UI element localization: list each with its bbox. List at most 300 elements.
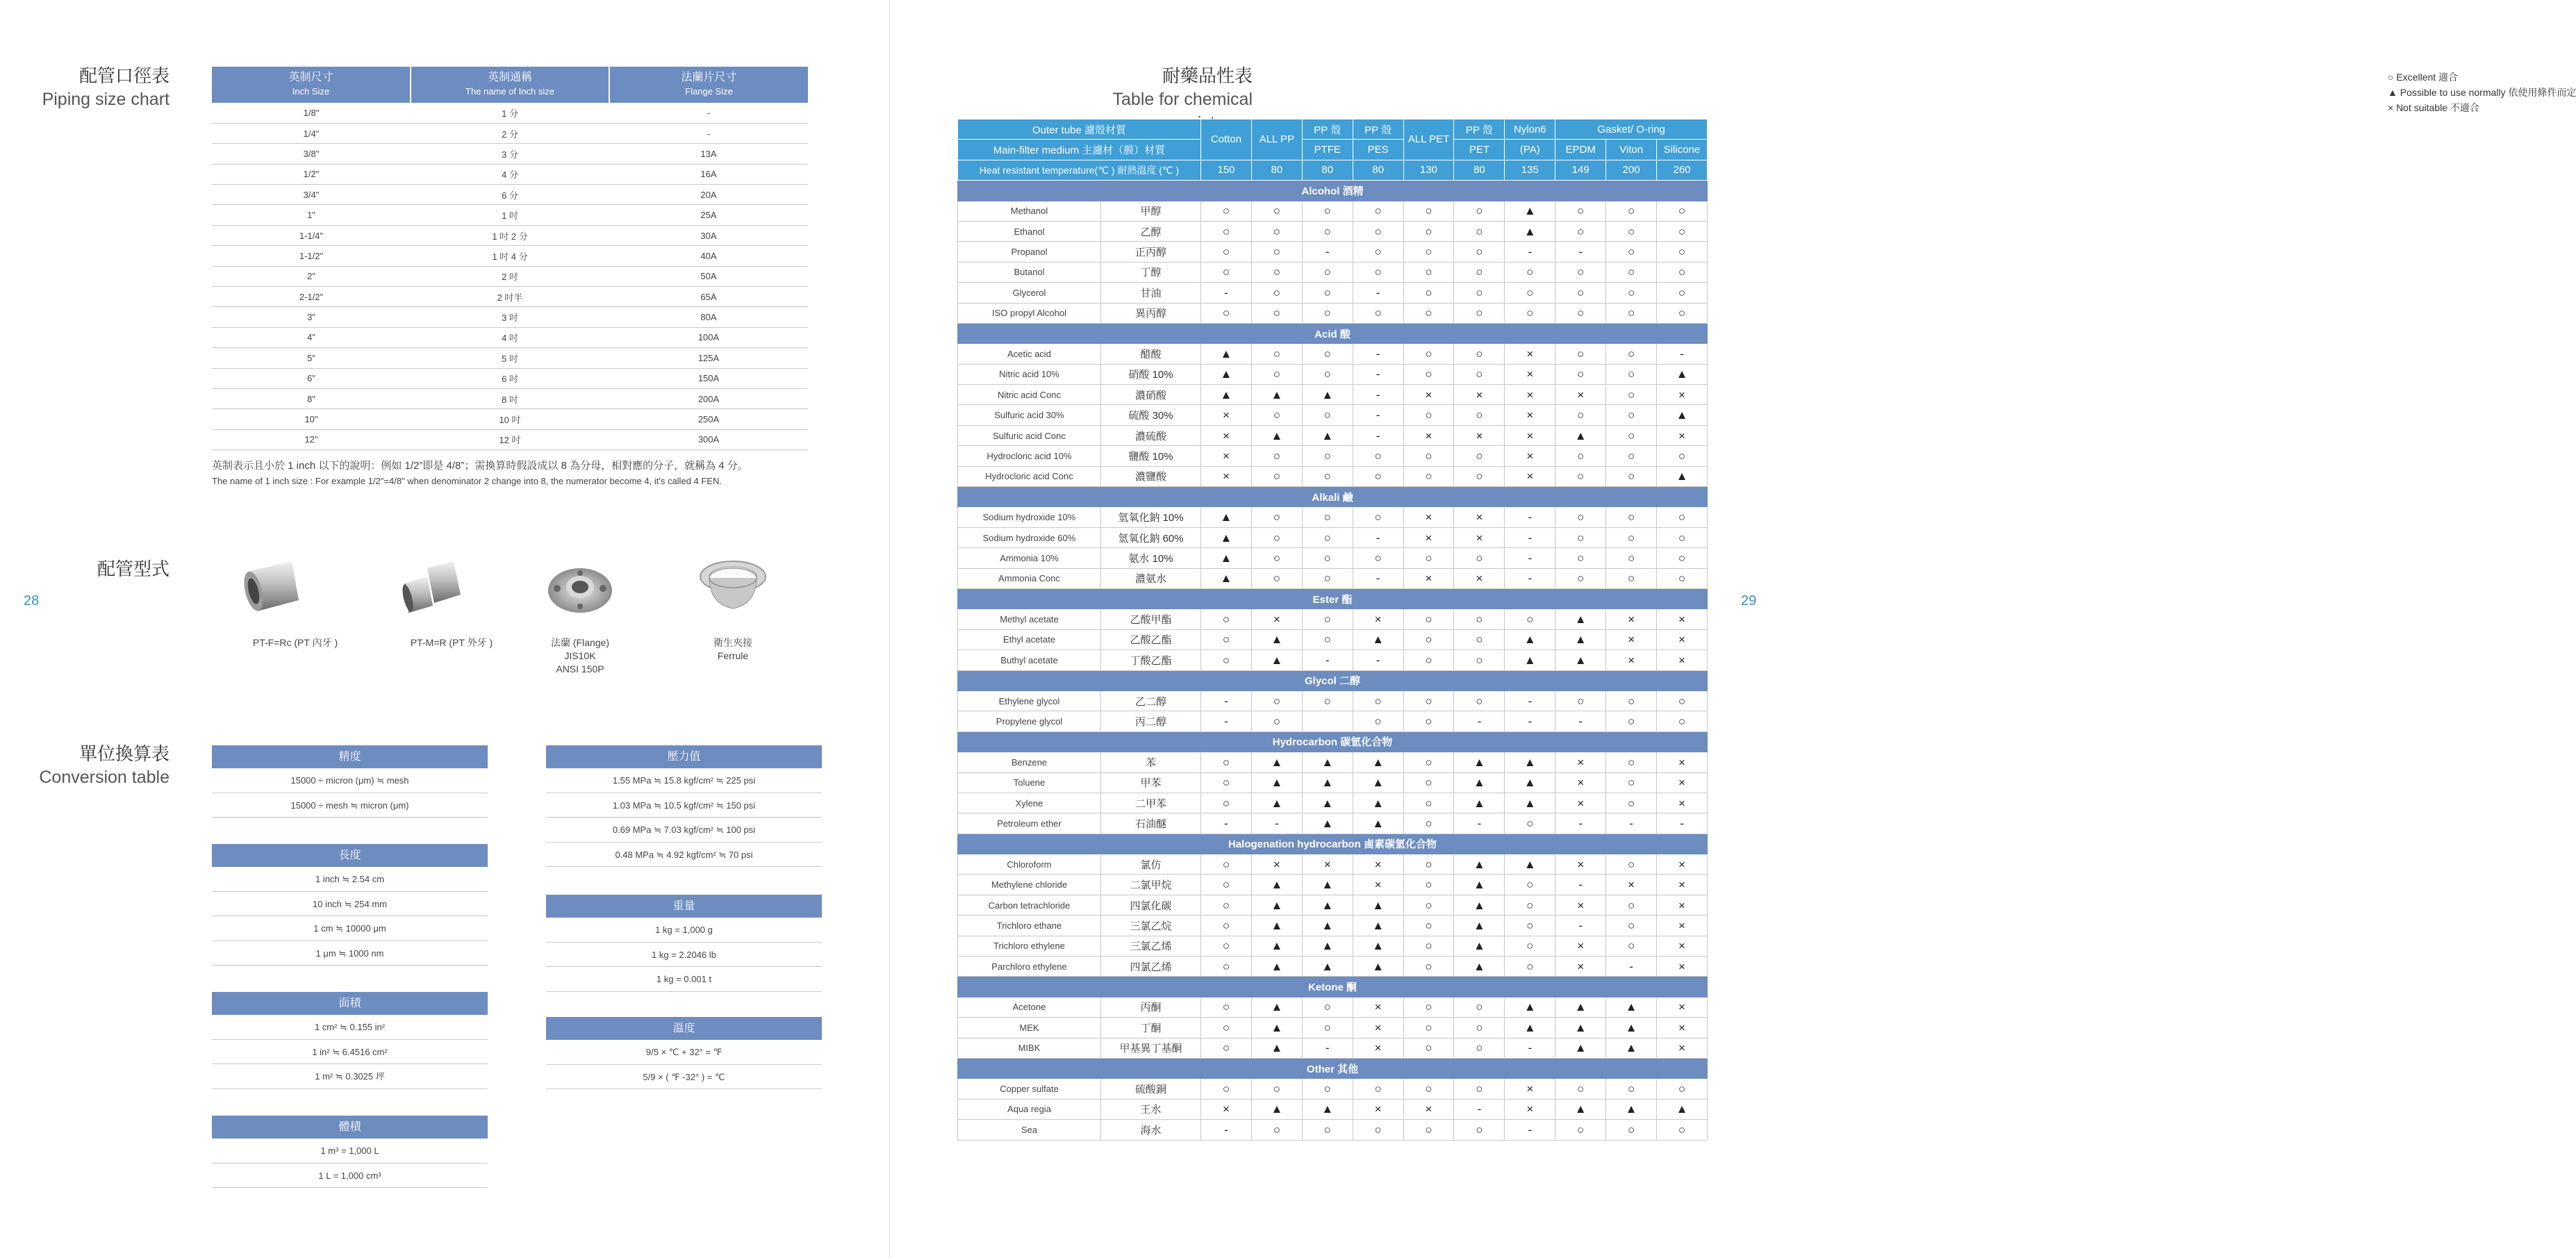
piping-cell: 150A	[609, 368, 808, 388]
rating-cell	[1505, 711, 1555, 731]
piping-cell: 5 吋	[411, 348, 609, 368]
rating-cell	[1251, 364, 1302, 384]
no-data-mark: -	[1224, 285, 1228, 299]
rating-cell	[1201, 854, 1252, 875]
excellent-icon: ○	[1678, 306, 1686, 320]
no-data-mark: -	[1528, 551, 1533, 565]
rating-cell	[1606, 895, 1657, 915]
piping-cell: 12 吋	[411, 429, 609, 449]
possible-icon: ▲	[1271, 959, 1283, 973]
table-row	[958, 242, 1708, 262]
rating-cell	[1606, 405, 1657, 425]
chemical-name-cn: 四氯乙烯	[1101, 957, 1201, 977]
table-row	[212, 123, 808, 143]
conversion-box	[212, 844, 488, 966]
excellent-icon: ○	[1273, 285, 1280, 299]
category-row	[958, 181, 1708, 201]
rating-cell	[1555, 446, 1606, 466]
rating-cell	[1505, 344, 1555, 364]
conversion-row: 1 m³ = 1,000 L	[212, 1139, 488, 1164]
not-suitable-icon: ×	[1678, 796, 1685, 810]
rating-cell	[1505, 609, 1555, 629]
piping-cell: 4 分	[411, 164, 609, 184]
excellent-icon: ○	[1678, 285, 1686, 299]
possible-icon: ▲	[1625, 1000, 1637, 1014]
chemical-name-en: Ethyl acetate	[958, 629, 1101, 649]
rating-cell	[1657, 283, 1708, 303]
possible-icon: ▲	[1321, 776, 1334, 790]
chemical-name-cn: 丁醇	[1101, 262, 1201, 282]
rating-cell	[1302, 507, 1353, 527]
excellent-icon: ○	[1323, 1123, 1331, 1136]
not-suitable-icon: ×	[1425, 429, 1433, 442]
conversion-box-header: 面積	[212, 992, 488, 1015]
rating-cell	[1302, 1018, 1353, 1038]
rating-cell	[1353, 201, 1403, 221]
chemical-name-en: MIBK	[958, 1038, 1101, 1058]
rating-cell	[1302, 854, 1353, 875]
rating-cell	[1353, 609, 1403, 629]
not-suitable-icon: ×	[1678, 388, 1685, 402]
rating-cell	[1454, 1099, 1505, 1119]
chemical-name-en: Propanol	[958, 242, 1101, 262]
rating-cell	[1353, 405, 1403, 425]
excellent-icon: ○	[1425, 551, 1433, 565]
no-data-mark: -	[1578, 918, 1583, 932]
conversion-box-header: 長度	[212, 844, 488, 867]
no-data-mark: -	[1528, 694, 1533, 708]
excellent-icon: ○	[1526, 918, 1534, 932]
not-suitable-icon: ×	[1678, 755, 1685, 769]
possible-icon: ▲	[1321, 796, 1334, 810]
rating-cell	[1505, 895, 1555, 915]
piping-cell: 2 吋半	[411, 287, 609, 307]
male-thread-fitting-image	[393, 556, 469, 618]
excellent-icon: ○	[1678, 572, 1686, 586]
chemical-name-cn: 乙酸乙酯	[1101, 629, 1201, 649]
possible-icon: ▲	[1574, 633, 1587, 647]
piping-note-en: The name of 1 inch size : For example 1/2"=4/8" when denominator 2 change into 8, the numerator become 4, it's called 4 FEN.	[212, 476, 722, 486]
piping-cell: 10"	[212, 409, 411, 429]
conversion-row: 0.48 MPa ≒ 4.92 kgf/cm² ≒ 70 psi	[546, 843, 822, 868]
rating-cell	[1201, 527, 1252, 547]
excellent-icon: ○	[1526, 306, 1534, 320]
rating-cell	[1555, 916, 1606, 936]
not-suitable-icon: ×	[1476, 531, 1483, 545]
outer-tube-label: Outer tube 濾殼材質	[958, 119, 1201, 140]
excellent-icon: ○	[1425, 408, 1433, 422]
not-suitable-icon: ×	[1526, 449, 1534, 463]
not-suitable-icon: ×	[1577, 959, 1585, 973]
rating-cell	[1302, 752, 1353, 772]
pp-shell-header: PP 殼	[1302, 119, 1353, 140]
piping-cell: 65A	[609, 287, 808, 307]
chemical-name-en: Toluene	[958, 772, 1101, 793]
piping-cell: 6"	[212, 368, 411, 388]
piping-cell: -	[609, 123, 808, 143]
not-suitable-icon: ×	[1374, 1102, 1382, 1116]
chemical-name-cn: 濃硝酸	[1101, 385, 1201, 405]
piping-cell: 4"	[212, 327, 411, 347]
excellent-icon: ○	[1222, 796, 1230, 810]
piping-cell: 1"	[212, 205, 411, 225]
rating-cell	[1606, 854, 1657, 875]
conversion-row: 15000 ÷ mesh ≒ micron (μm)	[212, 793, 488, 818]
rating-cell	[1606, 303, 1657, 323]
rating-cell	[1251, 711, 1302, 731]
excellent-icon: ○	[1476, 1123, 1483, 1136]
rating-cell	[1251, 793, 1302, 813]
rating-cell	[1454, 875, 1505, 895]
possible-icon: ▲	[1524, 204, 1536, 218]
excellent-icon: ○	[1273, 715, 1280, 729]
possible-icon: ▲	[1524, 857, 1536, 871]
rating-cell	[1251, 568, 1302, 588]
table-row	[212, 144, 808, 164]
piping-header-cn: 英制通稱	[487, 72, 532, 83]
table-row	[212, 103, 808, 123]
excellent-icon: ○	[1526, 959, 1534, 973]
rating-cell	[1606, 1099, 1657, 1119]
excellent-icon: ○	[1425, 755, 1433, 769]
rating-cell	[1201, 916, 1252, 936]
piping-header-cell	[212, 67, 411, 103]
possible-icon: ▲	[1473, 796, 1485, 810]
chemical-name-cn: 硫酸 30%	[1101, 405, 1201, 425]
piping-cell: 25A	[609, 205, 808, 225]
rating-cell	[1606, 283, 1657, 303]
fitting-label	[511, 636, 650, 676]
piping-cell: 13A	[609, 144, 808, 164]
excellent-icon: ○	[1627, 776, 1635, 790]
rating-cell	[1251, 854, 1302, 875]
excellent-icon: ○	[1222, 245, 1230, 259]
rating-cell	[1201, 1018, 1252, 1038]
rating-cell	[1657, 527, 1708, 547]
table-row	[958, 221, 1708, 241]
rating-cell	[1201, 793, 1252, 813]
rating-cell	[1403, 466, 1454, 486]
possible-icon: ▲	[1473, 755, 1485, 769]
rating-cell	[1505, 752, 1555, 772]
rating-cell	[1505, 425, 1555, 445]
no-data-mark: -	[1477, 1102, 1482, 1116]
rating-cell	[1606, 385, 1657, 405]
conversion-box	[212, 745, 488, 818]
rating-cell	[1606, 425, 1657, 445]
filter-medium-header: (PA)	[1505, 140, 1555, 160]
excellent-icon: ○	[1273, 265, 1280, 279]
excellent-icon: ○	[1627, 551, 1635, 565]
rating-cell	[1606, 690, 1657, 711]
not-suitable-icon: ×	[1273, 613, 1280, 627]
rating-cell	[1657, 385, 1708, 405]
rating-cell	[1251, 957, 1302, 977]
excellent-icon: ○	[1476, 224, 1483, 238]
no-data-mark: -	[1528, 1123, 1533, 1136]
excellent-icon: ○	[1222, 1041, 1230, 1055]
excellent-icon: ○	[1323, 449, 1331, 463]
excellent-icon: ○	[1323, 633, 1331, 647]
rating-cell	[1657, 568, 1708, 588]
possible-icon: ▲	[1271, 429, 1283, 442]
chemical-name-cn: 硝酸 10%	[1101, 364, 1201, 384]
piping-cell: 16A	[609, 164, 808, 184]
rating-cell	[1555, 936, 1606, 956]
all-pet-header: ALL PET	[1403, 119, 1454, 160]
rating-cell	[1657, 895, 1708, 915]
rating-cell	[1302, 242, 1353, 262]
excellent-icon: ○	[1627, 531, 1635, 545]
rating-cell	[1454, 609, 1505, 629]
not-suitable-icon: ×	[1526, 347, 1534, 361]
piping-header-cn: 英制尺寸	[288, 72, 333, 83]
excellent-icon: ○	[1577, 265, 1585, 279]
rating-cell	[1555, 364, 1606, 384]
conversion-row: 1 inch ≒ 2.54 cm	[212, 867, 488, 892]
rating-cell	[1454, 201, 1505, 221]
table-row	[212, 327, 808, 347]
rating-cell	[1403, 568, 1454, 588]
possible-icon: ▲	[1271, 1020, 1283, 1034]
excellent-icon: ○	[1678, 224, 1686, 238]
rating-cell	[1555, 752, 1606, 772]
rating-cell	[1403, 997, 1454, 1017]
chemical-name-cn: 乙酸甲酯	[1101, 609, 1201, 629]
rating-cell	[1657, 466, 1708, 486]
category-label: Hydrocarbon 碳氫化合物	[958, 731, 1708, 752]
rating-cell	[1606, 957, 1657, 977]
excellent-icon: ○	[1273, 572, 1280, 586]
rating-cell	[1454, 262, 1505, 282]
rating-cell	[1454, 752, 1505, 772]
excellent-icon: ○	[1577, 511, 1585, 524]
possible-icon: ▲	[1676, 408, 1688, 422]
excellent-icon: ○	[1273, 449, 1280, 463]
table-row	[958, 711, 1708, 731]
chemical-name-cn: 異丙醇	[1101, 303, 1201, 323]
rating-cell	[1555, 385, 1606, 405]
excellent-icon: ○	[1273, 470, 1280, 483]
not-suitable-icon: ×	[1678, 653, 1685, 667]
possible-icon: ▲	[1271, 796, 1283, 810]
fittings-section-title	[31, 557, 170, 581]
excellent-icon: ○	[1222, 265, 1230, 279]
piping-cell: 1-1/2"	[212, 246, 411, 266]
rating-cell	[1454, 1018, 1505, 1038]
rating-cell	[1454, 385, 1505, 405]
chemical-name-cn: 石油醚	[1101, 813, 1201, 834]
rating-cell	[1302, 548, 1353, 568]
rating-cell	[1302, 1099, 1353, 1119]
possible-icon: ▲	[1524, 224, 1536, 238]
excellent-icon: ○	[1425, 878, 1433, 892]
rating-cell	[1251, 813, 1302, 834]
piping-cell: 50A	[609, 266, 808, 286]
piping-cell: 1-1/4"	[212, 225, 411, 245]
rating-cell	[1505, 405, 1555, 425]
possible-icon: ▲	[1473, 939, 1485, 953]
page-number-left: 28	[24, 593, 40, 609]
possible-icon: ▲	[1574, 429, 1587, 442]
not-suitable-icon: ×	[1678, 1041, 1685, 1055]
chemical-name-en: Trichloro ethylene	[958, 936, 1101, 956]
rating-cell	[1555, 690, 1606, 711]
rating-cell	[1657, 629, 1708, 649]
possible-icon: ▲	[1372, 755, 1385, 769]
rating-cell	[1454, 405, 1505, 425]
not-suitable-icon: ×	[1577, 939, 1585, 953]
table-row	[212, 409, 808, 429]
possible-icon: ▲	[1574, 1041, 1587, 1055]
table-row	[958, 283, 1708, 303]
rating-cell	[1302, 221, 1353, 241]
no-data-mark: -	[1578, 245, 1583, 259]
rating-cell	[1201, 568, 1252, 588]
rating-cell	[1555, 568, 1606, 588]
rating-cell	[1302, 997, 1353, 1017]
rating-cell	[1403, 711, 1454, 731]
rating-cell	[1606, 507, 1657, 527]
not-suitable-icon: ×	[1577, 796, 1585, 810]
chemical-name-en: Benzene	[958, 752, 1101, 772]
piping-cell: 6 吋	[411, 368, 609, 388]
table-row	[212, 429, 808, 449]
excellent-icon: ○	[1476, 245, 1483, 259]
not-suitable-icon: ×	[1476, 511, 1483, 524]
excellent-icon: ○	[1526, 939, 1534, 953]
table-row	[958, 752, 1708, 772]
possible-icon: ▲	[1625, 1102, 1637, 1116]
piping-cell: 1 吋	[411, 205, 609, 225]
rating-cell	[1353, 262, 1403, 282]
not-suitable-icon: ×	[1526, 388, 1534, 402]
possible-icon: ▲	[1676, 367, 1688, 381]
not-suitable-icon: ×	[1374, 878, 1382, 892]
rating-cell	[1251, 466, 1302, 486]
fitting-label-line: Ferrule	[717, 650, 749, 661]
rating-cell	[1657, 425, 1708, 445]
excellent-icon: ○	[1273, 204, 1280, 218]
excellent-icon: ○	[1425, 694, 1433, 708]
chem-temp-row	[958, 160, 1708, 180]
rating-cell	[1403, 446, 1454, 466]
excellent-icon: ○	[1222, 898, 1230, 912]
rating-cell	[1403, 650, 1454, 670]
excellent-icon: ○	[1678, 511, 1686, 524]
possible-icon: ▲	[1372, 796, 1385, 810]
excellent-icon: ○	[1323, 306, 1331, 320]
category-label: Glycol 二醇	[958, 670, 1708, 690]
temp-label: Heat resistant temperature(℃ ) 耐熱溫度 (℃ )	[958, 160, 1201, 180]
not-suitable-icon: ×	[1323, 857, 1331, 871]
table-row	[958, 916, 1708, 936]
chemical-name-cn: 乙醇	[1101, 221, 1201, 241]
conversion-box	[546, 745, 822, 867]
rating-cell	[1555, 466, 1606, 486]
rating-cell	[1505, 1079, 1555, 1099]
table-row	[212, 185, 808, 205]
possible-icon: ▲	[1473, 776, 1485, 790]
excellent-icon: ○	[1476, 653, 1483, 667]
conversion-title-cn: 單位換算表	[79, 743, 170, 764]
rating-cell	[1454, 895, 1505, 915]
no-data-mark: -	[1477, 715, 1482, 729]
piping-header-cell	[609, 67, 808, 103]
possible-icon: ▲	[1321, 878, 1334, 892]
chemical-name-en: Xylene	[958, 793, 1101, 813]
excellent-icon: ○	[1627, 715, 1635, 729]
excellent-icon: ○	[1425, 653, 1433, 667]
piping-cell: 300A	[609, 429, 808, 449]
rating-cell	[1251, 283, 1302, 303]
category-row	[958, 323, 1708, 343]
rating-cell	[1201, 711, 1252, 731]
rating-cell	[1505, 1038, 1555, 1058]
rating-cell	[1251, 262, 1302, 282]
excellent-icon: ○	[1222, 1020, 1230, 1034]
excellent-icon: ○	[1222, 204, 1230, 218]
excellent-icon: ○	[1425, 939, 1433, 953]
excellent-icon: ○	[1526, 878, 1534, 892]
table-row	[212, 225, 808, 245]
conversion-row: 1 cm² ≒ 0.155 in²	[212, 1015, 488, 1040]
not-suitable-icon: ×	[1526, 470, 1534, 483]
no-data-mark: -	[1376, 388, 1380, 402]
rating-cell	[1505, 548, 1555, 568]
rating-cell	[1251, 916, 1302, 936]
table-row	[958, 344, 1708, 364]
not-suitable-icon: ×	[1374, 1000, 1382, 1014]
chemical-name-en: Aqua regia	[958, 1099, 1101, 1119]
piping-cell: 1 分	[411, 103, 609, 123]
rating-cell	[1555, 1038, 1606, 1058]
excellent-icon: ○	[1476, 613, 1483, 627]
chemical-name-cn: 苯	[1101, 752, 1201, 772]
rating-cell	[1606, 548, 1657, 568]
not-suitable-icon: ×	[1628, 653, 1635, 667]
excellent-icon: ○	[1425, 613, 1433, 627]
excellent-icon: ○	[1323, 511, 1331, 524]
possible-icon: ▲	[1372, 776, 1385, 790]
excellent-icon: ○	[1476, 1041, 1483, 1055]
table-row	[958, 568, 1708, 588]
category-row	[958, 487, 1708, 507]
excellent-icon: ○	[1323, 408, 1331, 422]
piping-section-title	[31, 64, 170, 111]
excellent-icon: ○	[1323, 613, 1331, 627]
no-data-mark: -	[1680, 347, 1684, 361]
rating-cell	[1302, 916, 1353, 936]
excellent-icon: ○	[1425, 796, 1433, 810]
piping-cell: 2-1/2"	[212, 287, 411, 307]
rating-cell	[1505, 1120, 1555, 1140]
rating-cell	[1201, 385, 1252, 405]
rating-cell	[1302, 650, 1353, 670]
piping-cell: 3/8"	[212, 144, 411, 164]
rating-cell	[1505, 629, 1555, 649]
possible-icon: ▲	[1524, 633, 1536, 647]
rating-cell	[1403, 283, 1454, 303]
rating-cell	[1555, 507, 1606, 527]
excellent-icon: ○	[1222, 878, 1230, 892]
excellent-icon: ○	[1678, 1123, 1686, 1136]
temp-value: 130	[1403, 160, 1454, 180]
chemical-name-en: Glycerol	[958, 283, 1101, 303]
not-suitable-icon: ×	[1678, 857, 1685, 871]
rating-cell	[1606, 242, 1657, 262]
rating-cell	[1555, 793, 1606, 813]
